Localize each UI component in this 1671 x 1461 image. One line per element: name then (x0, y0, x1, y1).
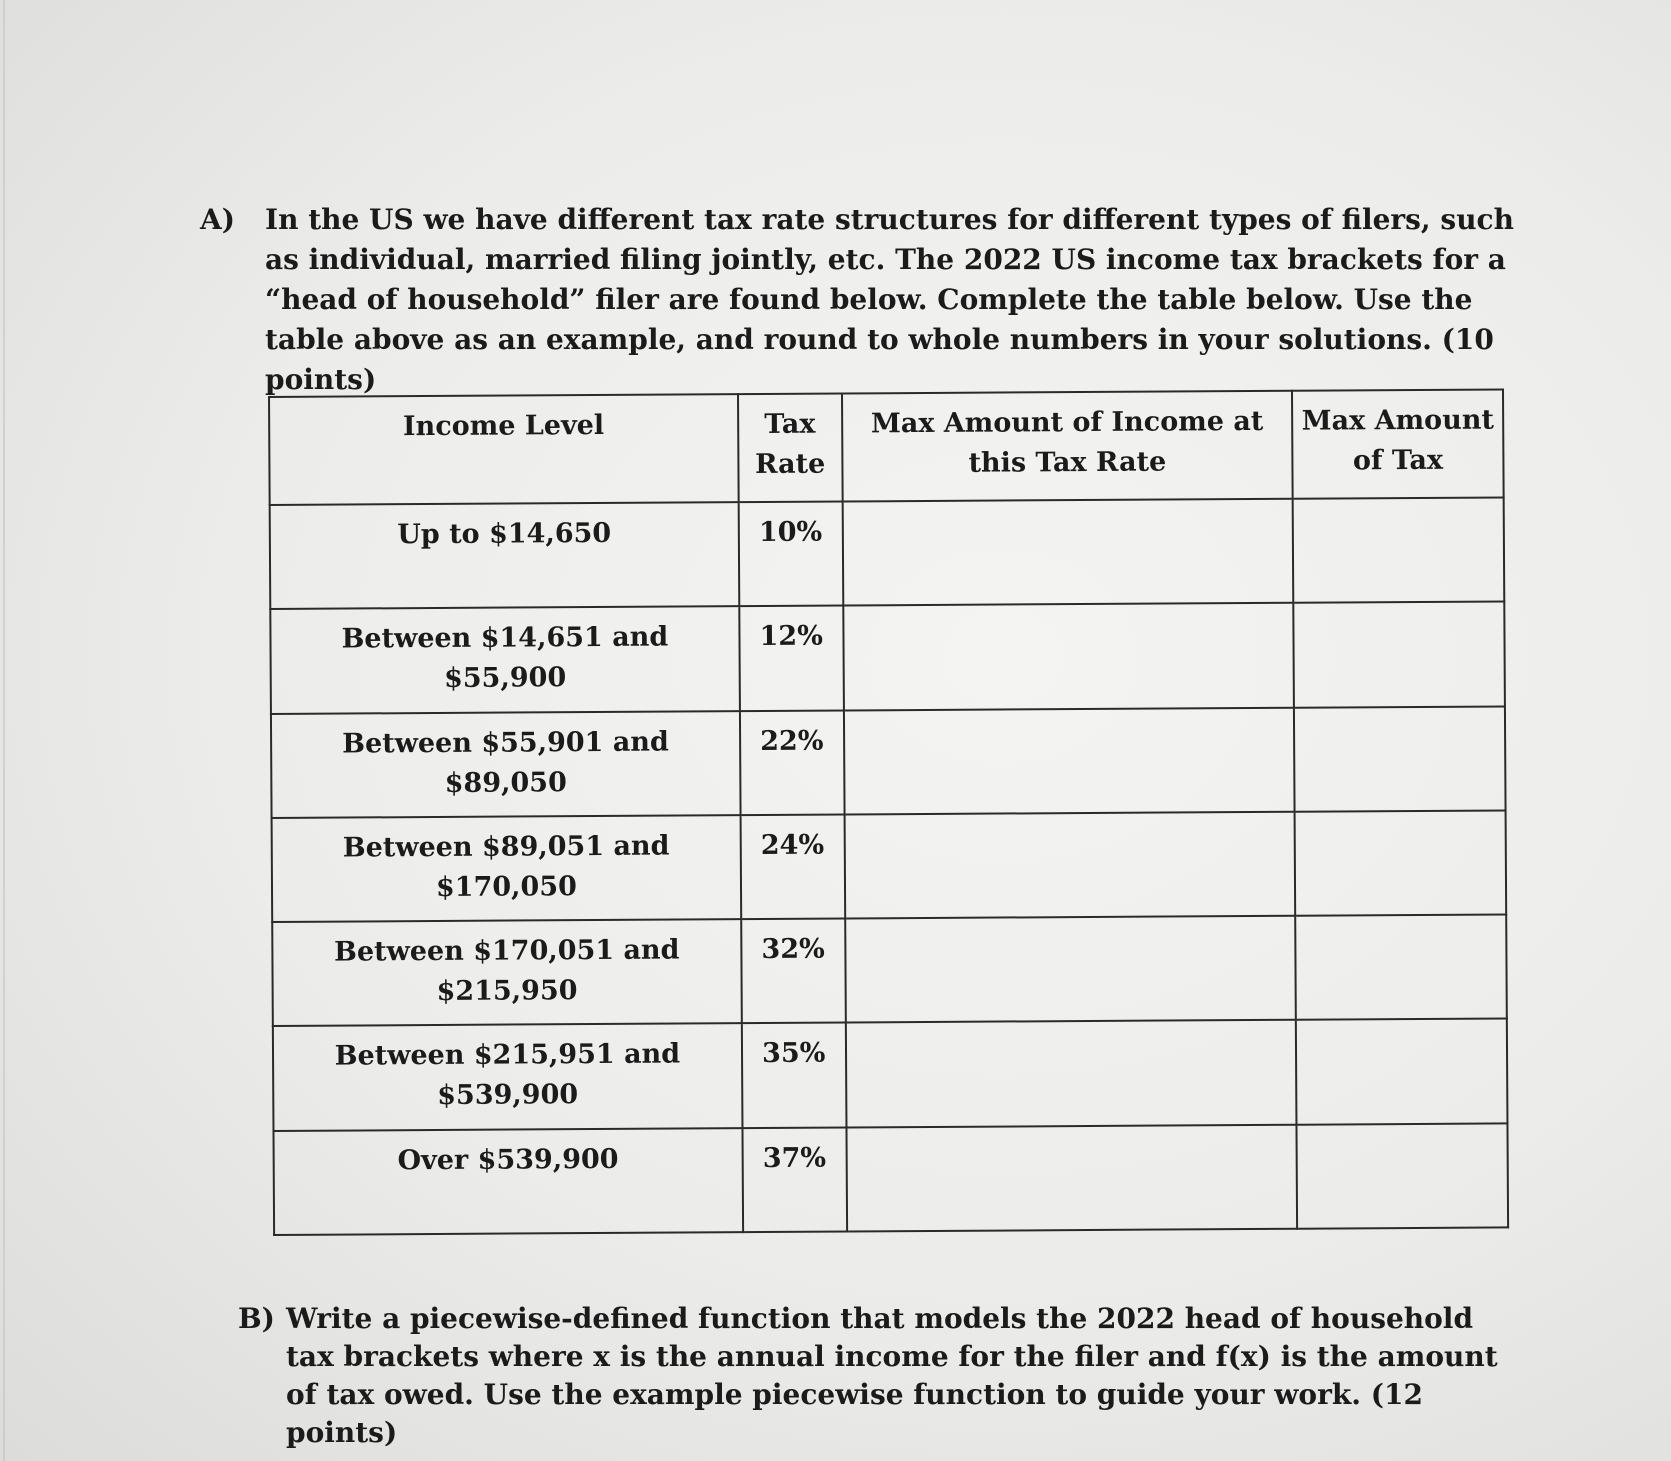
tax-rate-cell: 32% (741, 919, 845, 1024)
tax-bracket-table (268, 388, 1509, 1236)
question-b-label: B) (238, 1302, 275, 1335)
max-income-cell[interactable] (845, 916, 1296, 1023)
tax-rate-cell: 12% (739, 606, 843, 711)
max-tax-cell[interactable] (1295, 915, 1506, 1021)
question-a-text: In the US we have different tax rate structures for different types of filers, such as individual, married filing jointly, etc. The 2022 US income tax brackets for a “head of household” filer are found below. Complete the table below. Use the table above as an example, and round to whole numbers in your solutions. (10 points) (265, 203, 1514, 396)
max-tax-cell[interactable] (1294, 706, 1505, 812)
question-a (200, 200, 1520, 400)
max-tax-cell[interactable] (1297, 1123, 1508, 1229)
question-b (238, 1300, 1508, 1452)
header-max-tax: Max Amount of Tax (1292, 389, 1503, 498)
table-row (270, 497, 1505, 609)
tax-rate-cell: 35% (742, 1023, 846, 1128)
header-income-level: Income Level (269, 394, 738, 505)
income-level-cell: Between $14,651 and $55,900 (270, 606, 739, 713)
header-tax-rate: Tax Rate (738, 393, 842, 502)
income-level-cell: Over $539,900 (273, 1128, 742, 1235)
max-income-cell[interactable] (843, 603, 1294, 710)
table-row (273, 1019, 1508, 1131)
max-income-cell[interactable] (842, 499, 1293, 606)
income-level-cell: Between $170,051 and $215,950 (272, 919, 741, 1026)
income-level-cell: Between $215,951 and $539,900 (273, 1024, 742, 1131)
tax-rate-cell: 22% (740, 710, 844, 815)
tax-rate-cell: 24% (740, 814, 844, 919)
table-header-row (269, 389, 1504, 505)
table-row (273, 1123, 1508, 1235)
max-tax-cell[interactable] (1293, 497, 1504, 603)
max-tax-cell[interactable] (1295, 810, 1506, 916)
page-edge (3, 0, 5, 1461)
income-level-cell: Between $55,901 and $89,050 (271, 711, 740, 818)
max-income-cell[interactable] (844, 812, 1295, 919)
question-b-text: Write a piecewise-defined function that models the 2022 head of household tax brackets where x is the annual income for the filer and f(x) is the amount of tax owed. Use the example piecewise function to guide your work. (12 points) (286, 1302, 1498, 1449)
question-a-label: A) (200, 203, 235, 236)
header-max-income: Max Amount of Income at this Tax Rate (842, 391, 1293, 502)
tax-rate-cell: 37% (742, 1127, 846, 1232)
table-row (271, 706, 1506, 818)
max-income-cell[interactable] (844, 707, 1295, 814)
table-row (272, 915, 1507, 1027)
max-income-cell[interactable] (845, 1020, 1296, 1127)
income-level-cell: Between $89,051 and $170,050 (272, 815, 741, 922)
max-tax-cell[interactable] (1294, 602, 1505, 708)
income-level-cell: Up to $14,650 (270, 502, 739, 609)
max-income-cell[interactable] (846, 1124, 1297, 1231)
table-row (270, 602, 1505, 714)
max-tax-cell[interactable] (1296, 1019, 1507, 1125)
tax-rate-cell: 10% (738, 501, 842, 606)
table-row (272, 810, 1507, 922)
